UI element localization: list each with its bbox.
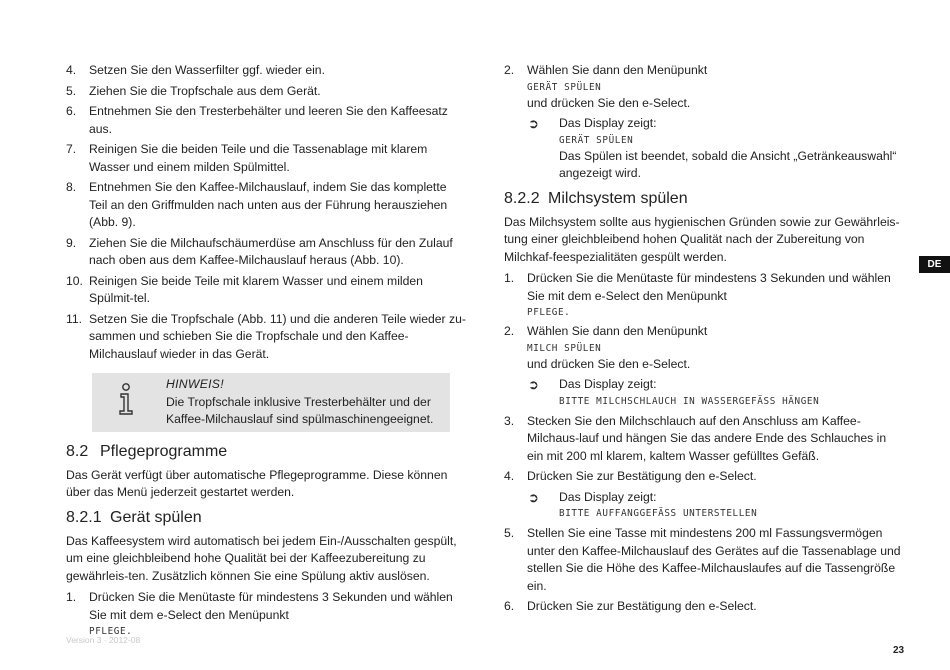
step-number: 4.: [66, 63, 77, 77]
step-text: Wählen Sie dann den Menüpunkt: [527, 63, 708, 77]
section-number: 8.2: [66, 442, 89, 460]
step-text-after: und drücken Sie den e-Select.: [527, 95, 691, 110]
step-number: 11.: [66, 311, 83, 326]
step-item: [504, 270, 904, 320]
version-footer: Version 3 · 2012-08: [66, 635, 141, 645]
step-item: [66, 311, 466, 364]
step-number: 7.: [66, 142, 77, 156]
step-number: 1.: [504, 271, 515, 285]
subsection-title: Milchsystem spülen: [548, 189, 688, 207]
result-block: [504, 489, 904, 522]
step-number: 8.: [66, 180, 77, 194]
step-number: 2.: [504, 324, 515, 338]
section-paragraph: Das Kaffeesystem wird automatisch bei jedem Ein-/Ausschalten gespült, um eine gleichbleibend hohe Qualität bei der Kaffeezubereitung zu gewährleis-ten. Zusätzlich können Sie eine Spülung aktiv auslösen.: [66, 533, 457, 583]
step-text: Setzen Sie den Wasserfilter ggf. wieder ein.: [89, 63, 325, 77]
section-paragraph: Das Gerät verfügt über automatische Pflegeprogramme. Diese können über das Menü jederzeit gestartet werden.: [66, 467, 448, 499]
arrow-icon: ➲: [528, 116, 539, 131]
page-number: 23: [893, 645, 905, 656]
subsection-number: 8.2.2: [504, 189, 540, 207]
note-text: Die Tropfschale inklusive Tresterbehälter und der Kaffee-Milchauslauf sind spülmaschinengeeignet.: [166, 394, 434, 426]
step-text: Drücken Sie zur Bestätigung den e-Select.: [527, 469, 757, 483]
display-text: PFLEGE.: [89, 626, 133, 637]
step-text: Entnehmen Sie den Tresterbehälter und leeren Sie den Kaffeesatz aus.: [89, 104, 448, 136]
step-text: Drücken Sie die Menütaste für mindestens 3 Sekunden und wählen Sie mit dem e-Select den Menüpunkt: [89, 590, 453, 622]
section-heading: [66, 442, 466, 462]
step-text-after: und drücken Sie den e-Select.: [527, 356, 691, 371]
step-number: 3.: [504, 413, 515, 428]
step-number: 6.: [66, 104, 77, 118]
step-text: Ziehen Sie die Milchaufschäumerdüse am Anschluss für den Zulauf nach oben aus dem Kaffee-Milchauslauf heraus (Abb. 10).: [89, 235, 453, 267]
step-number: 6.: [504, 599, 515, 613]
display-text: BITTE MILCHSCHLAUCH IN WASSERGEFÄSS HÄNGEN: [559, 395, 820, 407]
step-item: [504, 525, 904, 595]
note-box: [92, 373, 450, 432]
step-item: [66, 62, 466, 80]
step-number: 2.: [504, 63, 515, 77]
left-column: [66, 62, 466, 642]
arrow-icon: ➲: [528, 377, 539, 392]
step-item: [504, 62, 904, 112]
display-text: BITTE AUFFANGGEFÄSS UNTERSTELLEN: [559, 508, 758, 519]
step-text: Drücken Sie die Menütaste für mindestens 3 Sekunden und wählen Sie mit dem e-Select den Menüpunkt: [527, 271, 891, 303]
display-text: GERÄT SPÜLEN: [527, 81, 602, 93]
step-number: 5.: [504, 526, 515, 540]
step-item: [504, 468, 904, 486]
step-number: 5.: [66, 83, 77, 98]
step-item: [66, 235, 466, 270]
step-number: 1.: [66, 590, 77, 604]
step-item: [66, 103, 466, 138]
step-text: Entnehmen Sie den Kaffee-Milchauslauf, indem Sie das komplette Teil an den Griffmulden nach unten aus der Führung herausziehen (Abb. 9).: [89, 180, 448, 229]
result-block: [504, 376, 904, 409]
subsection-title: Gerät spülen: [110, 508, 202, 526]
step-text: Setzen Sie die Tropfschale (Abb. 11) und die anderen Teile wieder zu-sammen und schieben Sie die Tropfschale und den Kaffee-Milchauslauf wieder in das Gerät.: [89, 311, 466, 361]
result-label: Das Display zeigt:: [559, 489, 657, 504]
note-title: HINWEIS!: [166, 377, 224, 391]
step-number: 4.: [504, 469, 515, 483]
subsection-number: 8.2.1: [66, 508, 102, 526]
arrow-icon: ➲: [528, 489, 539, 505]
display-text: PFLEGE.: [527, 307, 571, 318]
subsection-heading: [66, 508, 466, 528]
language-tab: DE: [919, 256, 950, 273]
result-label: Das Display zeigt:: [559, 116, 657, 130]
result-block: [504, 115, 904, 183]
step-item: [66, 273, 466, 308]
step-text: Reinigen Sie die beiden Teile und die Tassenablage mit klarem Wasser und einem milden Spülmittel.: [89, 142, 428, 174]
info-icon: [114, 383, 138, 417]
step-number: 9.: [66, 235, 77, 250]
step-text: Drücken Sie zur Bestätigung den e-Select.: [527, 599, 757, 613]
step-text: Stecken Sie den Milchschlauch auf den Anschluss am Kaffee-Milchaus-lauf und hängen Sie das andere Ende des Schlauches in ein mit 200 ml klarem, kaltem Wasser gefülltes Gefäß.: [527, 413, 887, 463]
step-text: Wählen Sie dann den Menüpunkt: [527, 324, 708, 338]
result-label: Das Display zeigt:: [559, 377, 657, 391]
step-item: [504, 323, 904, 373]
display-text: MILCH SPÜLEN: [527, 342, 602, 354]
right-column: [504, 62, 904, 619]
result-text: Das Spülen ist beendet, sobald die Ansicht „Getränkeauswahl“ angezeigt wird.: [559, 148, 897, 180]
step-item: [66, 179, 466, 232]
step-number: 10.: [66, 273, 83, 288]
step-text: Reinigen Sie beide Teile mit klarem Wasser und einem milden Spülmit-tel.: [89, 273, 423, 305]
step-item: [66, 141, 466, 176]
step-item: [504, 598, 904, 616]
step-item: [66, 83, 466, 101]
section-paragraph: Das Milchsystem sollte aus hygienischen Gründen sowie zur Gewährleis-tung einer gleichbleibend hohen Qualität nach der Zubereitung von Milchkaf-feespezialitäten gespült werden.: [504, 214, 900, 264]
section-title: Pflegeprogramme: [100, 442, 228, 460]
step-text: Stellen Sie eine Tasse mit mindestens 200 ml Fassungsvermögen unter den Kaffee-Milchauslauf des Gerätes auf die Tassenablage und stellen Sie die Höhe des Kaffee-Milchauslaufes auf die Tassengröße ein.: [527, 526, 901, 593]
subsection-heading: [504, 189, 904, 209]
step-item: [504, 413, 904, 466]
step-text: Ziehen Sie die Tropfschale aus dem Gerät.: [89, 83, 321, 98]
display-text: GERÄT SPÜLEN: [559, 134, 634, 146]
